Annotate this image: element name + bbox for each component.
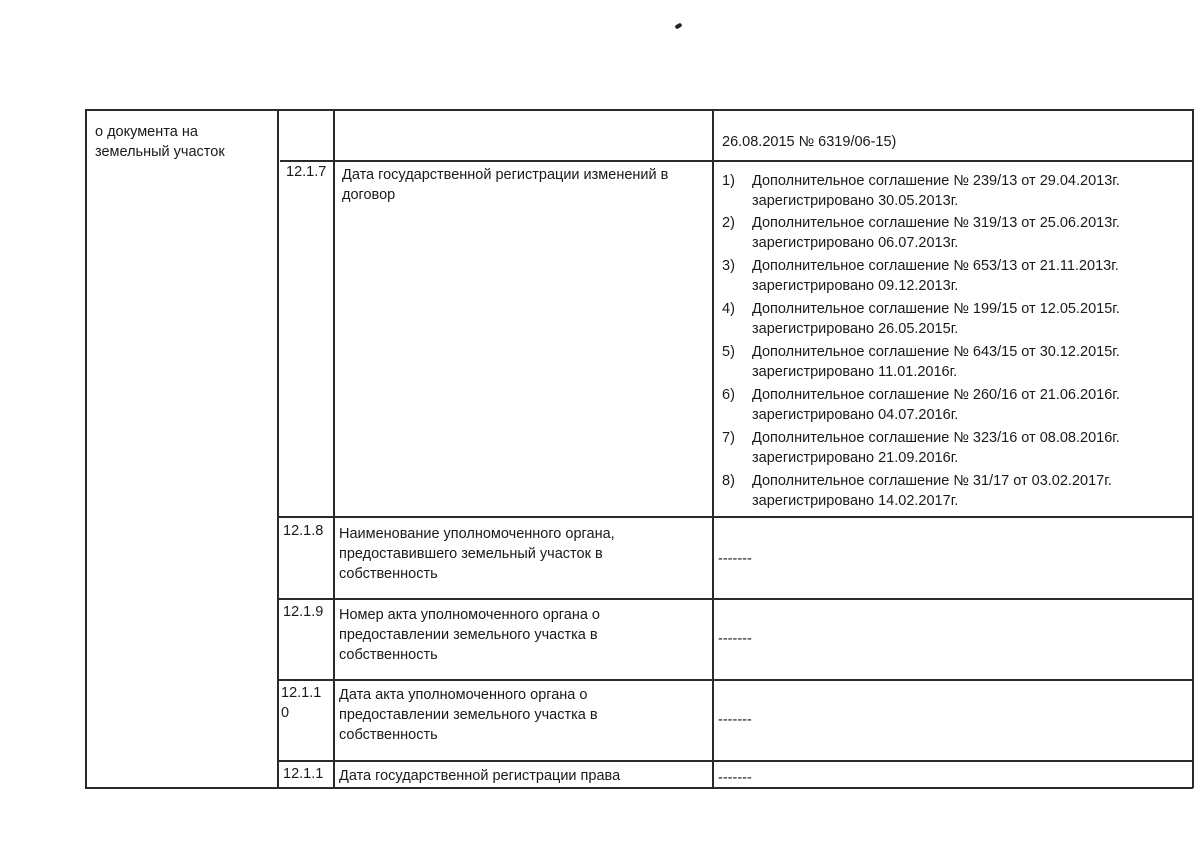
row-label-12-1-8-line-1: Наименование уполномоченного органа,: [339, 526, 615, 542]
row-number-12-1-9: 12.1.9: [283, 604, 324, 620]
row-label-12-1-1: Дата государственной регистрации права: [339, 768, 621, 784]
section-label-line-2: земельный участок: [95, 144, 225, 160]
row-label-12-1-7-line-2: договор: [342, 187, 396, 203]
row-number-12-1-7: 12.1.7: [286, 164, 327, 180]
row-label-12-1-8-line-2: предоставившего земельный участок в: [339, 546, 603, 562]
row-value-12-1-10: -------: [718, 712, 752, 728]
row-number-12-1-10-line-1: 12.1.1: [281, 685, 322, 701]
row-label-12-1-7-line-1: Дата государственной регистрации изменений в: [342, 167, 669, 183]
row-value-12-1-9: -------: [718, 631, 752, 647]
row-label-12-1-9-line-1: Номер акта уполномоченного органа о: [339, 607, 600, 623]
row-number-12-1-10-line-2: 0: [281, 705, 290, 721]
row-number-12-1-8: 12.1.8: [283, 523, 324, 539]
row-label-12-1-9-line-3: собственность: [339, 647, 438, 663]
scan-speck-mark: [674, 23, 682, 30]
top-row-value: 26.08.2015 № 6319/06-15): [722, 134, 897, 150]
row-label-12-1-10-line-1: Дата акта уполномоченного органа о: [339, 687, 588, 703]
scanned-document-page: о документа на земельный участок 26.08.2015 № 6319/06-15) 12.1.7 Дата государственной регистрации изменений в договор 1) Дополнительное соглашение № 239/13 от 29.04.2013г. зарегистрировано 30.05.2013г. 2) Дополнительное соглашение № 319/13 от 25.06.2013г. зарегистрировано 06.07.2013г. 3) Дополнительное соглашение № 653/13 от 21.11.2013г. зарегистрировано 09.12.2013г. 4) Дополнительное соглашение № 199/15 от 12.05.2015г. зарегистрировано 26.05.2015г. 5) Дополнительное соглашение № 643/15 от 30.12.2015г. зарегистрировано 11.01.2016г. 6) Дополнительное соглашение № 260/16 от 21.06.2016г. зарегистрировано 04.07.2016г. 7) Дополнительное соглашение № 323/16 от 08.08.2016г. зарегистрировано 21.09.2016г. 8) Дополнительное соглашение № 31/17 от 03.02.2017г. зарегистрировано 14.02.2017г. 12.1.8 Наименование уполномоченного органа, предоставившего земельный участок в собственность ------- 12.1.9 Номер акта уполномоченного органа о предоставлении земельного участка в собственность ------- 12.1.1 0 Дата акта уполномоченного органа о предоставлении земельного участка в собственность ------- 12.1.1 Дата государственной регистрации права -------: [0, 0, 1200, 852]
row-label-12-1-10-line-3: собственность: [339, 727, 438, 743]
row-label-12-1-8-line-3: собственность: [339, 566, 438, 582]
row-label-12-1-10-line-2: предоставлении земельного участка в: [339, 707, 598, 723]
row-value-12-1-1: -------: [718, 770, 752, 786]
row-label-12-1-9-line-2: предоставлении земельного участка в: [339, 627, 598, 643]
row-value-12-1-8: -------: [718, 551, 752, 567]
section-label-line-1: о документа на: [95, 124, 198, 140]
row-number-12-1-1: 12.1.1: [283, 766, 324, 782]
